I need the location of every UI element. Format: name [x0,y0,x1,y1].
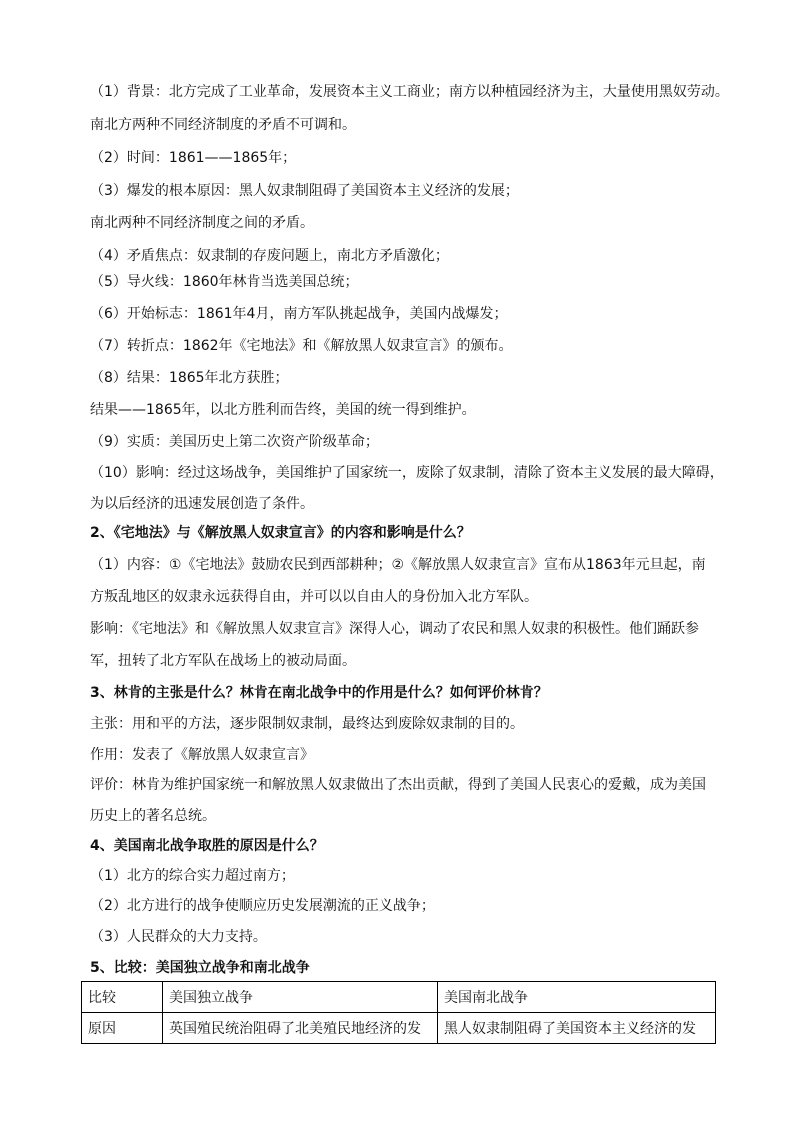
text-line: 军，扭转了北方军队在战场上的被动局面。 [90,653,356,669]
text-line: （2）时间：1861——1865年； [90,150,297,166]
text-line: 南北方两种不同经济制度的矛盾不可调和。 [90,117,356,133]
section-heading: 5、比较：美国独立战争和南北战争 [90,960,310,976]
table-header-cell: 比较 [82,982,163,1013]
text-line: （3）爆发的根本原因：黑人奴隶制阻碍了美国资本主义经济的发展； [90,183,519,199]
text-line: 主张：用和平的方法，逐步限制奴隶制，最终达到废除奴隶制的目的。 [90,716,524,732]
table-cell: 黑人奴隶制阻碍了美国资本主义经济的发 [438,1013,716,1044]
text-line: 结果——1865年，以北方胜利而告终，美国的统一得到维护。 [90,402,476,418]
text-line: （2）北方进行的战争使顺应历史发展潮流的正义战争； [90,898,435,914]
text-line: （10）影响：经过这场战争，美国维护了国家统一，废除了奴隶制，清除了资本主义发展的最大障碍， [90,465,724,481]
section-heading: 2、《宅地法》与《解放黑人奴隶宣言》的内容和影响是什么？ [90,525,471,541]
table-header-cell: 美国独立战争 [163,982,438,1013]
text-line: （4）矛盾焦点：奴隶制的存废问题上，南北方矛盾激化； [90,248,449,264]
table-row [82,1013,716,1044]
text-line: （1）内容：①《宅地法》鼓励农民到西部耕种；②《解放黑人奴隶宣言》宣布从1863年元旦起，南 [90,557,706,573]
text-line: 方叛乱地区的奴隶永远获得自由，并可以以自由人的身份加入北方军队。 [90,589,538,605]
table-header-cell: 美国南北战争 [438,982,716,1013]
table-header-row [82,982,716,1013]
section-heading: 4、美国南北战争取胜的原因是什么？ [90,838,324,854]
text-line: 历史上的著名总统。 [90,808,216,824]
text-line: （3）人民群众的大力支持。 [90,929,267,945]
text-line: （6）开始标志：1861年4月，南方军队挑起战争，美国内战爆发； [90,306,508,322]
text-line: （1）背景：北方完成了工业革命，发展资本主义工商业；南方以种植园经济为主，大量使用黑奴劳动。 [90,84,729,100]
comparison-table [81,981,716,1044]
section-heading: 3、林肯的主张是什么？林肯在南北战争中的作用是什么？如何评价林肯？ [90,685,548,701]
table-cell: 原因 [82,1013,163,1044]
text-line: 影响：《宅地法》和《解放黑人奴隶宣言》深得人心，调动了农民和黑人奴隶的积极性。他们踊跃参 [90,621,699,637]
text-line: 为以后经济的迅速发展创造了条件。 [90,496,314,512]
text-line: （5）导火线：1860年林肯当选美国总统； [90,274,359,290]
text-line: 作用：发表了《解放黑人奴隶宣言》 [90,747,314,763]
text-line: （8）结果：1865年北方获胜； [90,370,289,386]
table-cell: 英国殖民统治阻碍了北美殖民地经济的发 [163,1013,438,1044]
text-line: 评价：林肯为维护国家统一和解放黑人奴隶做出了杰出贡献，得到了美国人民衷心的爱戴，成为美国 [90,777,706,793]
text-line: （1）北方的综合实力超过南方； [90,868,295,884]
text-line: （9）实质：美国历史上第二次资产阶级革命； [90,434,379,450]
text-line: 南北两种不同经济制度之间的矛盾。 [90,215,314,231]
text-line: （7）转折点：1862年《宅地法》和《解放黑人奴隶宣言》的颁布。 [90,338,513,354]
